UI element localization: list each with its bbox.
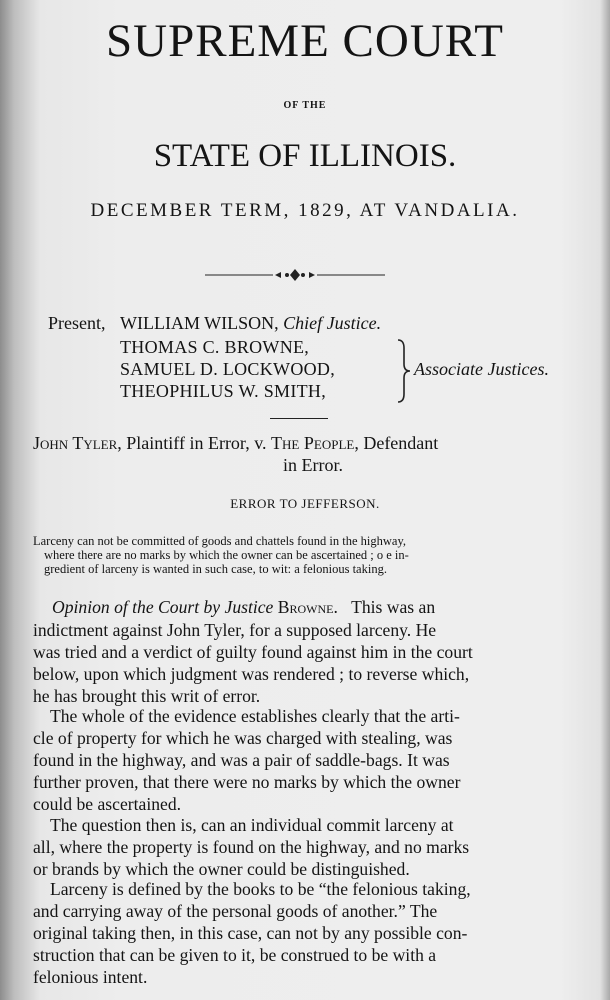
plaintiff-name: John Tyler <box>33 433 118 453</box>
opinion-line: Larceny is defined by the books to be “the felonious taking, <box>50 879 471 899</box>
court-title: SUPREME COURT <box>106 15 504 67</box>
associate-justice: THEOPHILUS W. SMITH, <box>120 381 327 401</box>
opinion-line: or brands by which the owner could be distinguished. <box>33 859 410 879</box>
associate-justices-title: Associate Justices. <box>414 359 549 379</box>
opinion-line: The whole of the evidence establishes clearly that the arti- <box>50 706 460 726</box>
opinion-line: original taking then, in this case, can not by any possible con- <box>33 923 468 943</box>
defendant-role-continued: in Error. <box>283 455 343 475</box>
plaintiff-role: , Plaintiff in Error, v. <box>117 433 267 453</box>
headnote-line: gredient of larceny is wanted in such case, to wit: a felonious taking. <box>44 562 387 576</box>
term-line: DECEMBER TERM, 1829, AT VANDALIA. <box>90 200 520 221</box>
opinion-first-line <box>52 597 435 618</box>
associate-justice: SAMUEL D. LOCKWOOD, <box>120 359 336 379</box>
opinion-line: could be ascertained. <box>33 794 182 814</box>
opinion-first-line-rest: This was an <box>351 597 436 617</box>
case-caption <box>33 433 438 454</box>
associate-justice: THOMAS C. BROWNE, <box>120 337 310 357</box>
opinion-line: and carrying away of the personal goods of another.” The <box>33 901 438 921</box>
opinion-line: found in the highway, and was a pair of saddle-bags. It was <box>33 750 450 770</box>
present-label: Present, <box>48 313 106 333</box>
error-heading: ERROR TO JEFFERSON. <box>230 496 380 511</box>
opinion-line: was tried and a verdict of guilty found against him in the court <box>33 642 473 662</box>
ornament-divider-icon <box>205 268 385 282</box>
opinion-line: The question then is, can an individual commit larceny at <box>50 815 454 835</box>
headnote-line: where there are no marks by which the owner can be ascertained ; o e in- <box>44 548 409 562</box>
opinion-intro: Opinion of the Court by Justice <box>52 597 274 617</box>
of-the-label: OF THE <box>283 100 327 111</box>
defendant-name: The People <box>271 433 355 453</box>
chief-justice-name: WILLIAM WILSON, <box>120 313 279 333</box>
opinion-line: he has brought this writ of error. <box>33 686 261 706</box>
opinion-line: cle of property for which he was charged with stealing, was <box>33 728 453 748</box>
opinion-line: felonious intent. <box>33 967 148 987</box>
divider-rule <box>270 418 328 419</box>
opinion-line: indictment against John Tyler, for a supposed larceny. He <box>33 620 437 640</box>
defendant-role: , Defendant <box>354 433 439 453</box>
opinion-line: struction that can be given to it, be construed to be with a <box>33 945 437 965</box>
chief-justice <box>120 313 381 334</box>
opinion-line: further proven, that there were no marks by which the owner <box>33 772 461 792</box>
opinion-justice: Browne. <box>277 597 338 617</box>
chief-justice-title: Chief Justice. <box>283 313 382 333</box>
opinion-line: below, upon which judgment was rendered ; to reverse which, <box>33 664 470 684</box>
brace-icon <box>395 338 411 404</box>
headnote-line: Larceny can not be committed of goods and chattels found in the highway, <box>33 534 407 548</box>
state-title: STATE OF ILLINOIS. <box>153 138 457 174</box>
opinion-line: all, where the property is found on the highway, and no marks <box>33 837 470 857</box>
